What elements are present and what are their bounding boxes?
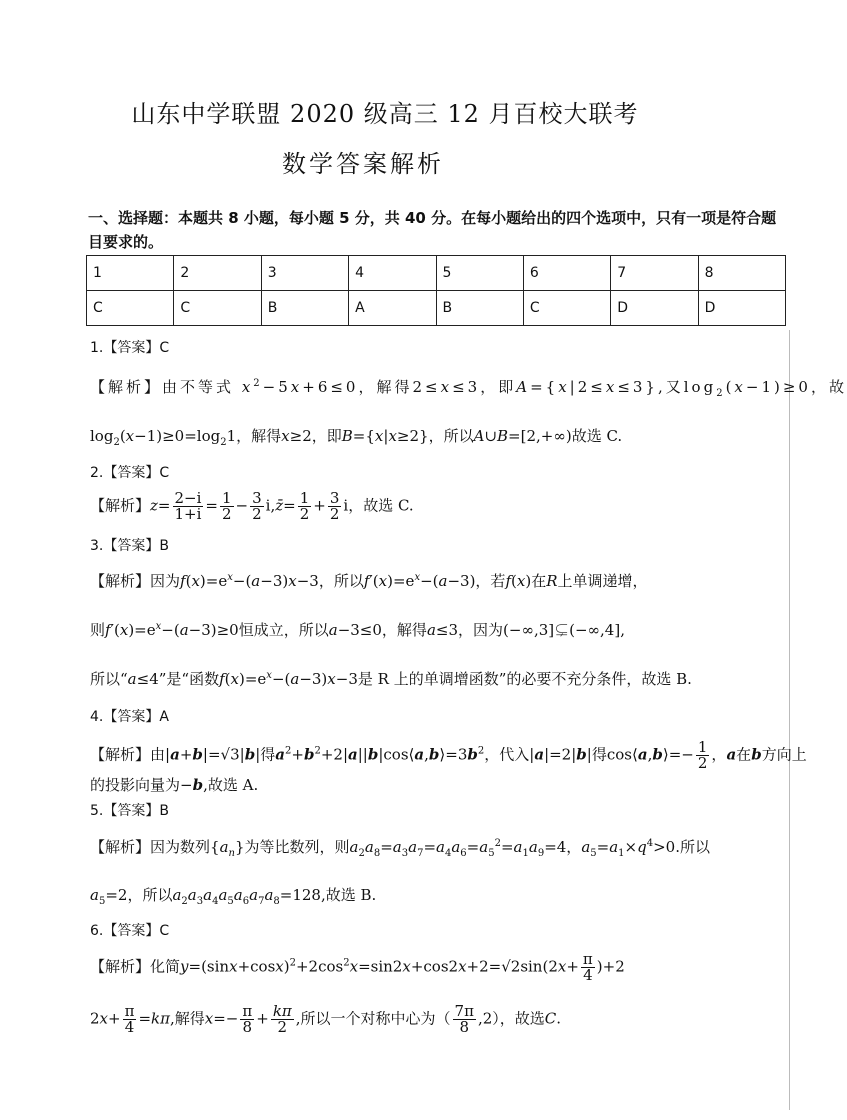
page-subtitle: 数学答案解析 xyxy=(282,150,444,178)
answer-heading-q4: 4.【答案】A xyxy=(90,709,169,725)
solution-text: ，所以 xyxy=(127,886,173,904)
solution-text: 故选 C. xyxy=(571,427,623,445)
solution-text: 是 R 上的单调增函数”的必要不充分条件，故选 B. xyxy=(357,670,692,688)
solution-q3-line3: 所以“a≤4”是“函数$f(x)=e^x-(a-3)x-3$是 R 上的单调增函数”的必要不充分条件，故选 B. xyxy=(90,670,692,688)
table-cell: 5 xyxy=(436,256,523,291)
solution-q6-line2: 2x+ $\frac{\pi}{4}$ =kπ,解得x=− $\frac{\pi}{8}$ + $\frac{k\pi}{2}$ ,所以一个对称中心为（ $\frac{7\pi}{8}$ ,2），故选C. xyxy=(90,1002,562,1036)
analysis-tag: 【解析】 xyxy=(90,957,151,976)
solution-q4-line1: 【解析】由|a+b|=√3|b|得$a^2+b^2+2|a||b|\cos⟨a,b⟩=3b^2$，代入|a|=2|b|得cos⟨a,b⟩=− $\frac{1}{2}$ ，a在b方向上 xyxy=(90,738,807,772)
solution-text: ”是“函数 xyxy=(158,670,220,688)
table-cell: B xyxy=(436,291,523,326)
solution-text: 的投影向量为 xyxy=(90,776,181,794)
solution-text: ，即 xyxy=(311,427,342,445)
solution-text: 因为数列 xyxy=(150,838,211,856)
solution-q1-line2: $\log_2(x-1)\ge 0=\log_21$，解得x≥2，即B={x|x≥2}，所以A∪B=[2,+∞)故选 C. xyxy=(90,427,623,448)
page-edge-line xyxy=(789,330,790,1110)
solution-q4-line2: 的投影向量为−b,故选 A. xyxy=(90,776,259,794)
solution-text: ,解得 xyxy=(169,1009,205,1028)
solution-text: 方向上 xyxy=(761,745,807,764)
table-cell: 4 xyxy=(349,256,436,291)
analysis-tag: 【解析】 xyxy=(90,838,151,856)
analysis-tag: 【解析】 xyxy=(90,378,163,396)
solution-text: 所以“ xyxy=(90,670,128,688)
solution-text: ，解得 xyxy=(236,427,282,445)
table-cell: 1 xyxy=(87,256,174,291)
solution-text: 由不等式 xyxy=(162,378,235,396)
table-cell: 3 xyxy=(261,256,348,291)
solution-text: ，所以 xyxy=(428,427,474,445)
solution-text: ,故选 A. xyxy=(203,776,259,794)
solution-text: ，解得 xyxy=(381,621,427,639)
table-cell: 6 xyxy=(523,256,610,291)
answer-heading-q5: 5.【答案】B xyxy=(90,803,169,819)
solution-text: ，若 xyxy=(475,572,506,590)
solution-q6-line1: 【解析】化简$y=(\sin x+\cos x)^2+2\cos^2x=\sin 2x+\cos 2x+2=√2\sin(2x+$ $\frac{\pi}{4}$ )+2 xyxy=(90,950,625,984)
table-cell: A xyxy=(349,291,436,326)
answer-heading-q3: 3.【答案】B xyxy=(90,538,169,554)
solution-text: 得 xyxy=(260,745,276,764)
table-cell: C xyxy=(87,291,174,326)
solution-text: ），故选 xyxy=(492,1009,545,1028)
solution-q5-line1: 【解析】因为数列$\{a_n\}$为等比数列，则$a_2a_8=a_3a_7=a_4a_6=a_5^2=a_1a_9=4$，$a_5=a_1\times q^4>0$.所以 xyxy=(90,838,711,859)
solution-text: ，所以 xyxy=(318,572,364,590)
page-title: 山东中学联盟 2020 级高三 12 月百校大联考 xyxy=(131,100,639,128)
answer-table xyxy=(86,255,786,326)
solution-text: 由 xyxy=(150,745,166,764)
table-cell: B xyxy=(261,291,348,326)
solution-text: 在 xyxy=(531,572,547,590)
section-heading: 一、选择题：本题共 8 小题，每小题 5 分，共 40 分。在每小题给出的四个选项中，只有一项是符合题目要求的。 xyxy=(88,209,777,251)
answer-heading-q2: 2.【答案】C xyxy=(90,465,170,481)
analysis-tag: 【解析】 xyxy=(90,496,151,515)
solution-text: ，解得 xyxy=(358,378,413,396)
question-number-row xyxy=(87,256,786,291)
solution-text: 为等比数列，则 xyxy=(244,838,350,856)
table-cell: C xyxy=(523,291,610,326)
analysis-tag: 【解析】 xyxy=(90,745,151,764)
solution-text: 上单调递增， xyxy=(557,572,648,590)
solution-q3-line2: 则$f'(x)=e^x-(a-3)\ge 0$恒成立，所以a−3≤0，解得a≤3，因为(−∞,3]⊊(−∞,4], xyxy=(90,621,625,639)
table-cell: 7 xyxy=(611,256,698,291)
table-cell: 2 xyxy=(174,256,261,291)
table-cell: C xyxy=(174,291,261,326)
solution-text: 恒成立，所以 xyxy=(238,621,329,639)
table-cell: 8 xyxy=(698,256,785,291)
solution-q3-line1: 【解析】因为$f(x)=e^x-(a-3)x-3$，所以$f'(x)=e^x-(a-3)$，若f(x)在R上单调递增， xyxy=(90,572,648,590)
solution-q5-line2: $a_5=2$，所以$a_2a_3a_4a_5a_6a_7a_8=128$,故选 B. xyxy=(90,886,377,907)
solution-text: ，代入 xyxy=(484,745,530,764)
solution-text: ，即 xyxy=(480,378,517,396)
solution-text: ，故 xyxy=(810,378,847,396)
solution-text: 得 xyxy=(591,745,607,764)
solution-text: ，故选 C. xyxy=(348,496,414,515)
solution-text: 化简 xyxy=(150,957,181,976)
solution-text: 在 xyxy=(736,745,752,764)
solution-text: 因为 xyxy=(150,572,181,590)
solution-text: 则 xyxy=(90,621,106,639)
answer-heading-q6: 6.【答案】C xyxy=(90,923,170,939)
solution-text: .所以 xyxy=(675,838,711,856)
answer-heading-q1: 1.【答案】C xyxy=(90,340,170,356)
solution-text: ，因为 xyxy=(458,621,504,639)
solution-text: ,所以一个对称中心为（ xyxy=(295,1009,451,1028)
solution-q2: 【解析】z= $\frac{2-i}{1+i}$ = $\frac{1}{2}$ − $\frac{3}{2}$ i,z̄= $\frac{1}{2}$ + $\frac{3}{2}$ i，故选 C. xyxy=(90,489,414,523)
table-cell: D xyxy=(698,291,785,326)
solution-text: ,又 xyxy=(657,378,684,396)
table-cell: D xyxy=(611,291,698,326)
analysis-tag: 【解析】 xyxy=(90,572,151,590)
solution-text: ,故选 B. xyxy=(320,886,377,904)
answer-row xyxy=(87,291,786,326)
solution-q1-line1: 【解析】由不等式 $x^2-5x+6\le 0$，解得2≤x≤3，即A={x|2≤x≤3},又$\log_2(x-1)\ge 0$，故 xyxy=(90,378,847,399)
